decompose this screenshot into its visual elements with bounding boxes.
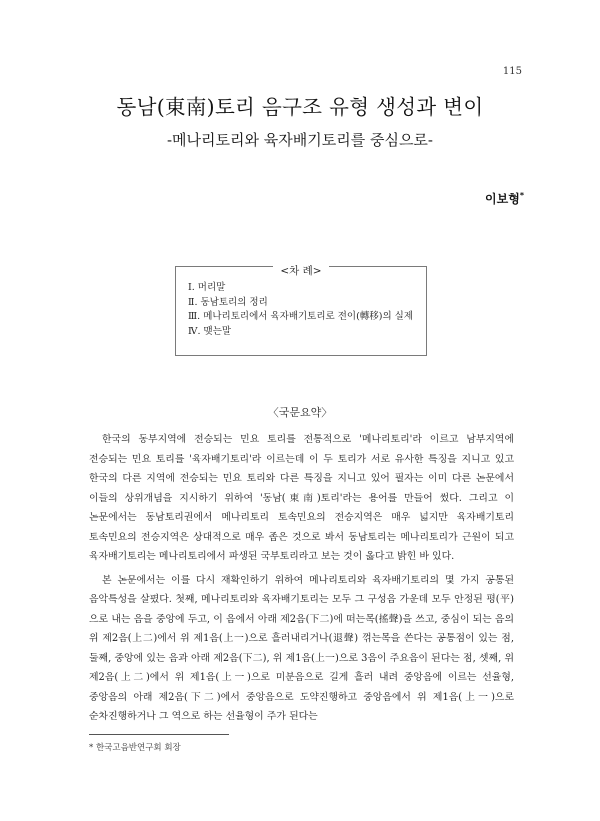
toc-item: Ⅳ. 맺는말 — [188, 325, 232, 337]
footnote: * 한국고음반연구회 회장 — [89, 743, 181, 753]
author — [485, 190, 524, 207]
abstract-heading: 〈국문요약〉 — [267, 406, 333, 419]
page-number: 115 — [502, 66, 522, 77]
footnote-divider — [89, 734, 229, 735]
author-name: 이보형 — [485, 192, 520, 206]
toc-item: Ⅱ. 동남토리의 정리 — [188, 296, 268, 308]
toc-item: Ⅲ. 메나리토리에서 육자배기토리로 전이(轉移)의 실제 — [188, 311, 414, 323]
paper-title: 동남(東南)토리 음구조 유형 생성과 변이 — [116, 95, 484, 119]
author-footnote-mark: * — [519, 191, 524, 200]
toc-list — [188, 281, 413, 339]
abstract-body — [89, 430, 514, 731]
abstract-paragraph: 한국의 동부지역에 전승되는 민요 토리를 전통적으로 '메나리토리'라 이르고 남부지역에 전승되는 민요 토리를 '육자배기토리'라 이르는데 이 두 토리가 서로 유사한 특징을 지니고 있고 한국의 다른 지역에 전승되는 민요 토리와 다른 특징을 지니고 있어 필자는 이미 다른 논문에서 이들의 상위개념을 지시하기 위하여 '동남(東南)토리'라는 용어를 만들어 썼다. 그리고 이 논문에서는 동남토리권에서 메나리토리 토속민요의 전승지역은 매우 넓지만 육자배기토리 토속민요의 전승지역은 상대적으로 매우 좁은 것으로 봐서 동남토리는 메나리토리가 근원이 되고 육자배기토리는 메나리토리에서 파생된 국부토리라고 보는 것이 옳다고 밝힌 바 있다. — [89, 434, 514, 562]
toc-heading-label: <차 례> — [273, 265, 328, 277]
table-of-contents — [175, 266, 427, 356]
paper-subtitle: -메나리토리와 육자배기토리를 중심으로- — [166, 131, 433, 149]
toc-heading — [176, 259, 426, 278]
abstract-paragraph: 본 논문에서는 이를 다시 재확인하기 위하여 메나리토리와 육자배기토리의 몇 가지 공통된 음악특성을 살폈다. 첫째, 메나리토리와 육자배기토리는 모두 그 구성음 가운데 모두 안정된 평(平)으로 내는 음을 중앙에 두고, 이 음에서 아래 제2음(下二)에 떠는목(搖聲)을 쓰고, 중심이 되는 음의 위 제2음(上二)에서 위 제1음(上一)으로 흘러내리거나(退聲) 꺾는목을 쓴다는 공통점이 있는 점, 둘째, 중앙에 있는 음과 아래 제2음(下二), 위 제1음(上一)으로 3음이 주요음이 된다는 점, 셋째, 위 제2음(上二)에서 위 제1음(上一)으로 미분음으로 길게 흘러 내려 중앙음에 이르는 선율형, 중앙음의 아래 제2음(下二)에서 중앙음으로 도약진행하고 중앙음에서 위 제1음(上一)으로 순차진행하거나 그 역으로 하는 선율형이 주가 된다는 — [89, 574, 514, 722]
toc-item: Ⅰ. 머리말 — [188, 282, 226, 293]
